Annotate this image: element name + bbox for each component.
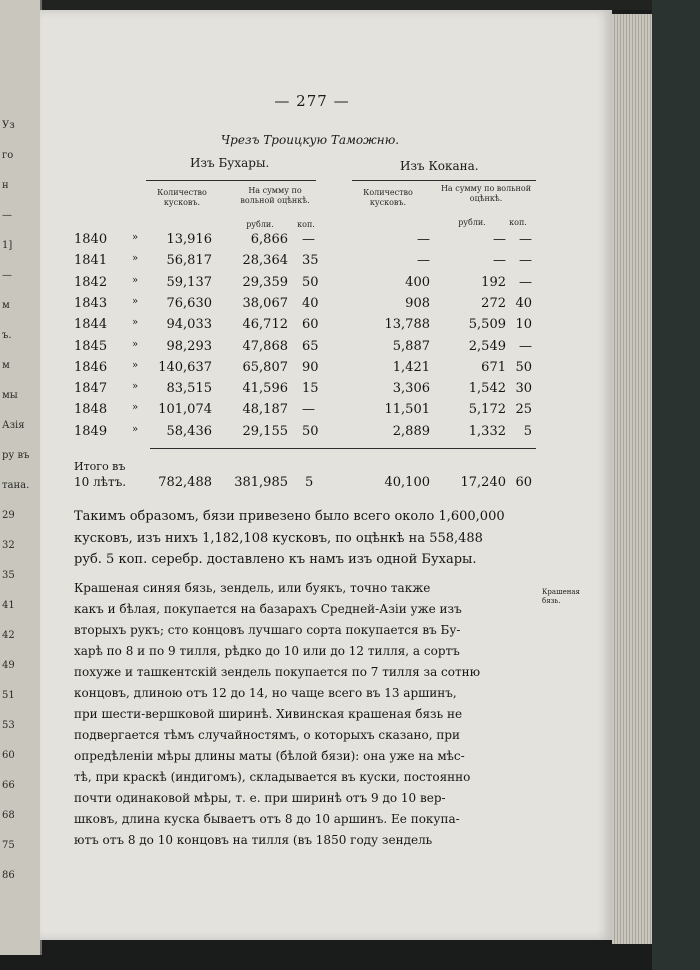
table-cell-k-rub: 192 (481, 274, 506, 290)
table-cell-b-rub: 65,807 (242, 359, 288, 375)
text-line: подвергается тѣмъ случайностямъ, о которыхъ сказано, при (74, 728, 461, 742)
table-cell-k-qty: 2,889 (392, 423, 430, 439)
table-cell-b-qty: 76,630 (166, 295, 212, 311)
table-cell-b-kop: 35 (302, 253, 319, 269)
table-cell-b-rub: 28,364 (242, 253, 288, 269)
left-page-fragment: тана. (2, 480, 30, 491)
total-kokand-qty: 40,100 (384, 475, 430, 490)
col-header-kokand-qty: Количество кусковъ. (363, 188, 413, 207)
table-cell-b-kop: 50 (302, 423, 319, 439)
table-cell-b-kop: — (302, 402, 315, 418)
total-label-line1: Итого въ (74, 460, 126, 473)
table-cell-k-qty: — (417, 253, 430, 269)
table-cell-year: 1847 (74, 381, 108, 397)
col-header-bukhara-kop: коп. (297, 220, 315, 229)
rule-total-separator (150, 448, 536, 449)
text-line: тѣ, при краскѣ (индигомъ), складывается въ куски, постоянно (74, 770, 471, 784)
table-cell-year: 1841 (74, 253, 108, 269)
text-line: кусковъ, изъ нихъ 1,182,108 кусковъ, по оцѣнкѣ на 558,488 (74, 530, 483, 546)
left-page-fragment: Уз (2, 120, 15, 131)
total-kokand-rub: 17,240 (460, 475, 506, 490)
text-line: Такимъ образомъ, бязи привезено было всего около 1,600,000 (74, 509, 505, 524)
table-cell-k-kop: — (519, 232, 532, 247)
col-header-kokand-sum: На сумму по вольной оцѣнкѣ. (440, 184, 532, 203)
left-page-fragment: 1] (2, 240, 13, 251)
table-cell-year: 1846 (74, 359, 108, 375)
table-cell-k-qty: 11,501 (384, 402, 430, 418)
table-cell-b-rub: 29,155 (242, 423, 288, 439)
table-cell-mark: » (131, 402, 139, 414)
table-cell-b-qty: 101,074 (158, 402, 212, 418)
table-cell-k-rub: 1,542 (468, 381, 506, 397)
col-header-bukhara-rub: рубли. (246, 220, 274, 229)
table-cell-b-qty: 58,436 (166, 423, 212, 439)
table-cell-b-kop: — (302, 232, 315, 247)
table-cell-k-qty: 1,421 (392, 359, 430, 375)
text-line: концовъ, длиною отъ 12 до 14, но чаще всего въ 13 аршинъ, (74, 686, 457, 700)
table-cell-k-kop: 50 (515, 359, 532, 375)
table-cell-b-qty: 59,137 (166, 274, 212, 290)
table-cell-year: 1848 (74, 402, 108, 418)
left-page-fragment: 32 (2, 540, 15, 551)
col-header-kokand-kop: коп. (509, 218, 527, 227)
table-cell-k-rub: — (493, 253, 506, 269)
table-cell-k-kop: 40 (515, 295, 532, 311)
left-page-fragment: мы (2, 390, 18, 401)
text-line: опредѣленіи мѣры длины маты (бѣлой бязи): она уже на мѣс- (74, 749, 465, 763)
total-bukhara-kop: 5 (305, 475, 314, 490)
rule-kokand-top (352, 180, 536, 181)
table-cell-k-rub: 5,509 (468, 317, 506, 333)
table-heading: Чрезъ Троицкую Таможню. (220, 133, 400, 147)
table-cell-k-qty: 400 (405, 274, 430, 290)
text-line: ютъ отъ 8 до 10 концовъ на тилля (въ 1850 году зендель (74, 833, 433, 847)
total-bukhara-qty: 782,488 (158, 475, 212, 490)
table-cell-b-rub: 29,359 (242, 274, 288, 290)
left-page-fragment: 35 (2, 570, 15, 581)
left-page-fragment: 86 (2, 870, 15, 881)
left-page-fragment: ру въ (2, 450, 30, 461)
left-page-fragment: — (2, 270, 12, 281)
table-cell-b-qty: 98,293 (166, 338, 212, 354)
table-cell-k-qty: 3,306 (392, 381, 430, 397)
text-line: похуже и ташкентскій зендель покупается по 7 тилля за сотню (74, 665, 481, 679)
left-page-fragment: ъ. (2, 330, 12, 341)
left-page-fragment: 29 (2, 510, 15, 521)
table-cell-k-qty: — (417, 232, 430, 247)
text-line: Крашеная синяя бязь, зендель, или буякъ, точно также (74, 581, 431, 595)
table-cell-b-kop: 60 (302, 317, 319, 333)
table-cell-b-rub: 46,712 (242, 317, 288, 333)
table-cell-k-qty: 908 (405, 295, 430, 311)
total-label-line2: 10 лѣтъ. (74, 475, 127, 489)
table-cell-b-qty: 140,637 (158, 359, 212, 375)
table-cell-b-kop: 40 (302, 295, 319, 311)
total-kokand-kop: 60 (515, 475, 532, 490)
left-page-fragment: 60 (2, 750, 15, 761)
left-page-fragment: го (2, 150, 14, 161)
table-cell-k-kop: 30 (515, 381, 532, 397)
text-line: харѣ по 8 и по 9 тилля, рѣдко до 10 или до 12 тилля, а сортъ (74, 644, 460, 658)
margin-note: Крашеная бязь. (542, 588, 580, 605)
table-cell-k-rub: 272 (481, 295, 506, 311)
table-cell-year: 1842 (74, 274, 108, 290)
table-cell-mark: » (131, 295, 139, 307)
book-cover-top (40, 0, 652, 10)
table-cell-mark: » (131, 317, 139, 329)
table-cell-mark: » (131, 253, 139, 265)
text-line: руб. 5 коп. серебр. доставлено къ намъ изъ одной Бухары. (74, 552, 477, 567)
table-cell-year: 1849 (74, 423, 108, 439)
table-cell-k-kop: — (519, 338, 532, 354)
table-cell-b-rub: 47,868 (242, 338, 288, 354)
table-cell-k-kop: 10 (515, 317, 532, 333)
left-page-fragment: н (2, 180, 9, 191)
table-cell-b-kop: 65 (302, 338, 319, 354)
table-cell-year: 1844 (74, 317, 108, 333)
table-cell-k-rub: 671 (481, 359, 506, 375)
table-cell-b-qty: 94,033 (166, 317, 212, 333)
text-line: шковъ, длина куска бываетъ отъ 8 до 10 аршинъ. Ее покупа- (74, 812, 460, 826)
left-page-edge (0, 0, 42, 955)
left-page-fragment: 66 (2, 780, 15, 791)
paragraph-summary (74, 506, 540, 571)
table-cell-mark: » (131, 359, 139, 371)
left-page-fragment: м (2, 300, 10, 311)
table-cell-mark: » (131, 381, 139, 393)
table-cell-mark: » (131, 423, 139, 435)
left-page-fragment: 75 (2, 840, 15, 851)
left-page-fragment: 41 (2, 600, 15, 611)
table-cell-mark: » (131, 338, 139, 350)
table-cell-k-rub: 2,549 (468, 338, 506, 354)
table-cell-k-kop: 5 (523, 423, 532, 439)
left-page-fragment: 68 (2, 810, 15, 821)
page-number: — 277 — (274, 92, 350, 110)
table-cell-k-kop: 25 (515, 402, 532, 418)
book-page (40, 10, 612, 940)
table-cell-b-qty: 83,515 (166, 381, 212, 397)
total-bukhara-rub: 381,985 (234, 475, 288, 490)
group-label-bukhara: Изъ Бухары. (190, 156, 270, 170)
table-cell-year: 1840 (74, 232, 108, 247)
left-page-fragment: 53 (2, 720, 15, 731)
table-cell-mark: » (131, 274, 139, 286)
table-cell-k-qty: 13,788 (384, 317, 430, 333)
table-cell-k-qty: 5,887 (392, 338, 430, 354)
table-cell-mark: » (131, 232, 139, 243)
book-cover-spine (652, 0, 700, 970)
table-cell-b-qty: 13,916 (166, 232, 212, 247)
col-header-bukhara-qty: Количество кусковъ. (157, 188, 207, 207)
table-cell-b-rub: 6,866 (250, 232, 288, 247)
col-header-bukhara-sum: На сумму по вольной оцѣнкѣ. (240, 186, 310, 205)
table-cell-year: 1843 (74, 295, 108, 311)
table-cell-k-kop: — (519, 253, 532, 269)
table-cell-k-rub: — (493, 232, 506, 247)
table-cell-b-rub: 41,596 (242, 381, 288, 397)
text-line: при шести-вершковой ширинѣ. Хивинская крашеная бязь не (74, 707, 463, 721)
text-line: какъ и бѣлая, покупается на базарахъ Средней-Азіи уже изъ (74, 602, 462, 616)
table-cell-k-rub: 5,172 (468, 402, 506, 418)
left-page-fragment: — (2, 210, 12, 221)
page-edges (612, 14, 652, 944)
table-cell-b-kop: 15 (302, 381, 319, 397)
table-cell-b-rub: 48,187 (242, 402, 288, 418)
text-line: вторыхъ рукъ; сто концовъ лучшаго сорта покупается въ Бу- (74, 623, 461, 637)
left-page-fragment: м (2, 360, 10, 371)
col-header-kokand-rub: рубли. (458, 218, 486, 227)
left-page-fragment: 51 (2, 690, 15, 701)
paragraph-dyed-cloth (74, 578, 540, 851)
left-page-fragment: 42 (2, 630, 15, 641)
table-cell-b-qty: 56,817 (166, 253, 212, 269)
table-cell-year: 1845 (74, 338, 108, 354)
left-page-fragment: 49 (2, 660, 15, 671)
table-cell-b-kop: 90 (302, 359, 319, 375)
group-label-kokand: Изъ Кокана. (400, 159, 479, 173)
table-cell-k-rub: 1,332 (468, 423, 506, 439)
text-line: почти одинаковой мѣры, т. е. при ширинѣ отъ 9 до 10 вер- (74, 791, 446, 805)
table-cell-b-kop: 50 (302, 274, 319, 290)
left-page-fragment: Азія (2, 420, 25, 431)
rule-bukhara-top (146, 180, 316, 181)
table-cell-k-kop: — (519, 274, 532, 290)
table-cell-b-rub: 38,067 (242, 295, 288, 311)
